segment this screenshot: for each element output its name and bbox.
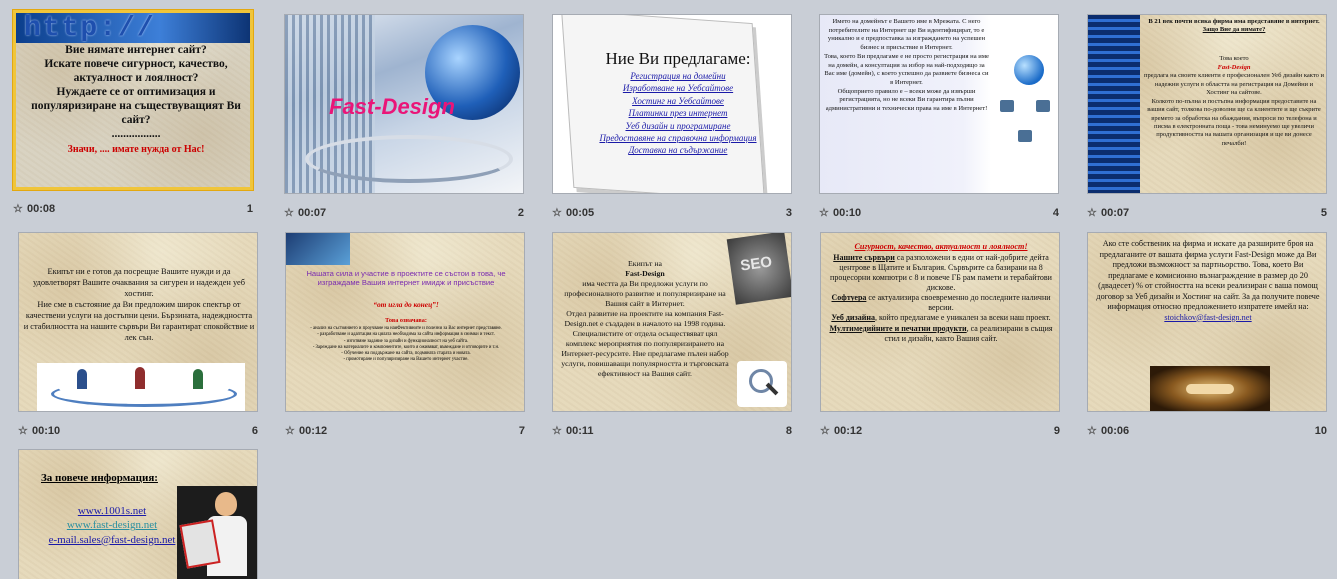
slide-body: Екипът ни е готов да посрещне Вашите нужди и да удовлетворят Вашите очаквания за сигурен и надежден уеб хостинг. Ние сме в състояние да Ви предложим широк спектър от качествени услуги на достъпни цени. Бързината, надеждността и стабилността на нашите сървъри Ви гарантират спокойствие и лек сън. xyxy=(23,267,255,342)
slide-head: За повече информация: xyxy=(41,472,158,484)
slide-timing: 00:11 xyxy=(566,425,594,437)
slide-timing: 00:07 xyxy=(298,207,327,219)
slide-number: 4 xyxy=(1052,207,1059,219)
slide-number: 9 xyxy=(1053,425,1060,437)
slide-timing: 00:06 xyxy=(1101,425,1130,437)
animation-star-icon: ☆ xyxy=(552,425,562,437)
slide-timing: 00:08 xyxy=(27,203,56,215)
magnifier-image xyxy=(737,361,787,407)
link-fast-design[interactable]: www.fast-design.net xyxy=(66,519,158,532)
animation-star-icon: ☆ xyxy=(1087,425,1097,437)
animation-star-icon: ☆ xyxy=(18,425,28,437)
slide-timing: 00:10 xyxy=(32,425,61,437)
slide-quote: “от игла до конец”! xyxy=(373,300,439,309)
link-content[interactable]: Доставка на съдържание xyxy=(628,145,728,156)
services-list xyxy=(583,70,773,157)
slide-body: Това което Fast-Design предлага на своите клиенти е професионален Уеб дизайн както и надежни услуги в областта на регистрация на Домейни и Хостинг на сайтове. Колкото по-пълна и постъпна информация предоставите на вашия сайт, толкова по-доволни ще са клиентите и ще съкрите времето за обработка на обаждания, въпроси по телефона и писма в електронната поща - това неминуемо ще увеличи продуктивността на вашата организация и ще ви донесе печалби! xyxy=(1144,55,1324,147)
tech-strip-image xyxy=(1088,15,1140,194)
corner-tech-image xyxy=(286,233,350,265)
email-link[interactable]: stoichkov@fast-design.net xyxy=(1164,312,1252,322)
slide-body: Вие нямате интернет сайт? Искате повече сигурност, качество, актуалност и лоялност? Нуждаете се от оптимизация и популяризиране на съществуващият Ви сайт? ................. xyxy=(31,44,241,141)
slide-number: 6 xyxy=(251,425,258,437)
links-block xyxy=(47,504,177,547)
slide-intro: В 21 век почти всяка фирма има представяне в интернет. Защо Вие да нямате? xyxy=(1148,18,1320,34)
slide-title: Ние Ви предлагаме: xyxy=(605,49,751,68)
link-domains[interactable]: Регистрация на домейни xyxy=(630,71,726,81)
slide-number: 2 xyxy=(517,207,524,219)
animation-star-icon: ☆ xyxy=(285,425,295,437)
slide-body: Екипът на Fast-Design има честта да Ви предложи услуги по професионалното развитие и популяризиране на Вашия сайт в Интернет. Отдел развитие на проектите на компания Fast-Design.net е създаден в началото на 1998 година. Специалистите от отдела осъществяват цял комплекс мероприятия по популяризирането на Интернет-ресурсите. Ние предлагаме пълен набор услуги, повишаващи популярността и търговската ефективност на Вашия сайт. xyxy=(561,258,729,378)
slide-timing: 00:12 xyxy=(834,425,863,437)
handshake-image xyxy=(1150,366,1270,412)
slide-timing: 00:12 xyxy=(299,425,328,437)
brand-title: Fast-Design xyxy=(329,94,455,119)
cartoon-man-image xyxy=(177,486,257,579)
slide-number: 3 xyxy=(785,207,792,219)
slide-means: Това означава: xyxy=(385,317,427,324)
slide-body: Името на домейнът е Вашето име в Мрежата. С него потребителите на Интернет ще Ви идентифицират, то е уникално и е предпоставка за изграждането на успешен бизнес и присъствие в Интернет. Това, което Ви предлагаме е не просто регистрация на име на домейн, а консултация за избор на най-подходящо за Вас име (домейн), с което успешно да развиете бизнеса си в Интернет. Общоприето правило е – всеки може да извърши регистрацията, но не всеки Ви гарантира пълни административни и технически права на име в Интернет! xyxy=(824,18,989,113)
animation-star-icon: ☆ xyxy=(820,425,830,437)
link-payments[interactable]: Платинки през интернет xyxy=(628,108,728,119)
link-info[interactable]: Предоставяне на справочна информация xyxy=(599,133,757,144)
slide-number: 10 xyxy=(1314,425,1327,437)
link-email[interactable]: e-mail.sales@fast-design.net xyxy=(48,533,176,546)
slide-body: Нашите сървъри са разположени в едни от най-добрите дейта центрове в Щатите и България. Сървърите са базирани на 8 процесорни компютри с 8 и повече ГБ рам памети и терабайтови дискове. Софтуера се актуализира своевременно до последните налични версии. Уеб дизайна, който предлагаме е уникален за всеки наш проект. Мултимедийните и печатни продукти, са реализирани в същия стил и дизайн, както Вашия сайт. xyxy=(829,253,1053,343)
slide-body: Ако сте собственик на фирма и искате да разширите броя на предлаганите от вашата фирма услуги Fast-Design може да Ви предложи възможност за партньорство. Това, което Ви предлагаме е комисионно възнаграждение в размер до 20 (двадесет) % от стойността на всеки реализиран с ваша помощ договор за Уеб дизайн и Хостинг на сайт. За да получите повече информация относно предложението изпратете имейл на: stoichkov@fast-design.net xyxy=(1096,239,1320,322)
slide-number: 1 xyxy=(246,203,253,215)
animation-star-icon: ☆ xyxy=(1087,207,1097,219)
link-1001s[interactable]: www.1001s.net xyxy=(77,505,147,517)
animation-star-icon: ☆ xyxy=(13,203,23,215)
slide-number: 5 xyxy=(1320,207,1327,219)
slide-timing: 00:10 xyxy=(833,207,862,219)
people-network-image xyxy=(37,363,245,411)
slide-number: 7 xyxy=(518,425,525,437)
link-hosting[interactable]: Хостинг на Уебсайтове xyxy=(632,95,724,106)
slide-footer: Значи, .... имате нужда от Нас! xyxy=(67,144,205,155)
animation-star-icon: ☆ xyxy=(552,207,562,219)
slide-timing: 00:07 xyxy=(1101,207,1130,219)
http-banner: http:// xyxy=(16,13,253,43)
slide-head: Сигурност, качество, актуалност и лоялност! xyxy=(854,242,1028,251)
cable-image xyxy=(305,135,513,183)
slide-items: - анализ на състоянието и проучване на наиФективните и полезни за Вас интернет представяне. - разработване и адаптация на цялата необходима за сайта информация в снимки и текст. - изготвяне задание за дизайн и функционалност на уеб сайта. - Зареждане на материалите и компонентите, които я оживяват, въвеждане и отговорите и т.н. - Обучение на поддържане на сайта, подмяната старата и новата. - промотиране и популяризиране на Вашето интернет участие. xyxy=(310,326,502,363)
link-design[interactable]: Уеб дизайн и програмиране xyxy=(625,120,731,131)
animation-star-icon: ☆ xyxy=(819,207,829,219)
slide-number: 8 xyxy=(785,425,792,437)
slide-top-text: Нашата сила и участие в проектите се състои в това, че изграждаме Вашия интернет имидж и присъствие xyxy=(306,269,506,288)
link-websites[interactable]: Изработване на Уебсайтове xyxy=(622,83,734,94)
animation-star-icon: ☆ xyxy=(284,207,294,219)
seo-image: SEO xyxy=(727,232,792,305)
network-globe-image xyxy=(996,45,1059,165)
slide-timing: 00:05 xyxy=(566,207,595,219)
